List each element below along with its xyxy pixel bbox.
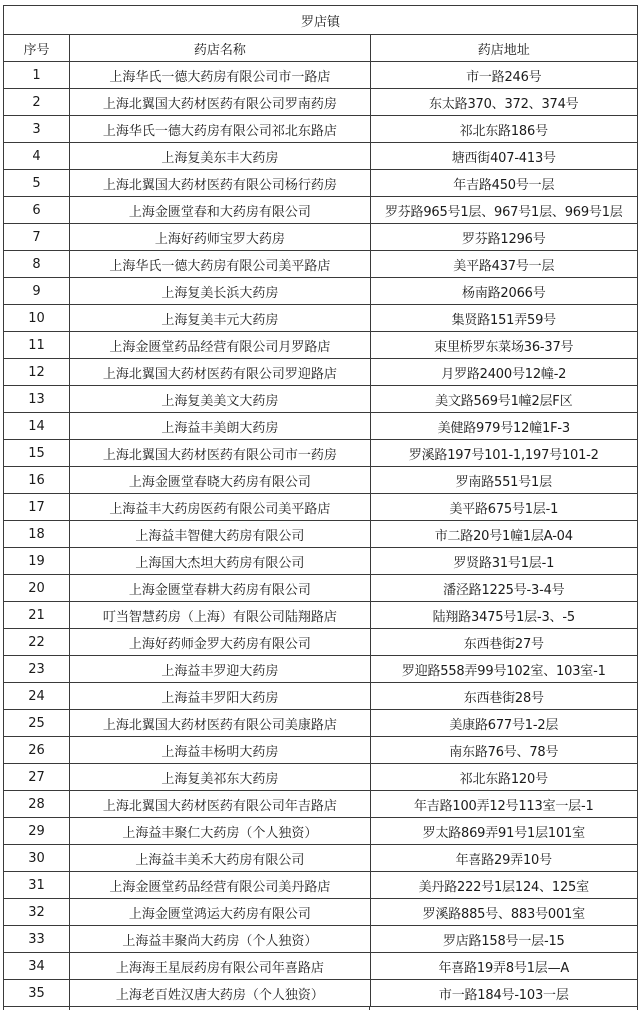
cell-no: 14	[4, 413, 70, 440]
header-row	[4, 35, 638, 62]
cell-address: 年吉路450号一层	[370, 170, 637, 197]
cell-name: 上海益丰大药房医药有限公司美平路店	[70, 494, 370, 521]
cell-name: 上海北翼国大药材医药有限公司罗南药房	[70, 89, 370, 116]
cell-no: 34	[4, 953, 70, 980]
table-row	[4, 89, 638, 116]
cell-address: 美康路677号1-2层	[370, 710, 637, 737]
cell-no: 30	[4, 845, 70, 872]
cell-name: 上海益丰杨明大药房	[70, 737, 370, 764]
cell-address: 祁北东路120号	[370, 764, 637, 791]
cell-no: 35	[4, 980, 70, 1007]
table-row	[4, 602, 638, 629]
cell-no: 6	[4, 197, 70, 224]
table-row	[4, 575, 638, 602]
table-row	[4, 467, 638, 494]
cell-address: 年吉路100弄12号113室一层-1	[370, 791, 637, 818]
table-row	[4, 359, 638, 386]
table-row	[4, 224, 638, 251]
cell-address: 市一路246号	[370, 62, 637, 89]
cell-no: 12	[4, 359, 70, 386]
cell-no: 16	[4, 467, 70, 494]
cell-no: 15	[4, 440, 70, 467]
cell-no: 20	[4, 575, 70, 602]
cell-no: 26	[4, 737, 70, 764]
cell-address: 祁北东路186号	[370, 116, 637, 143]
table-row	[4, 170, 638, 197]
cell-name: 上海金匮堂春耕大药房有限公司	[70, 575, 370, 602]
header-name: 药店名称	[70, 35, 370, 62]
cell-name: 上海金匮堂药品经营有限公司月罗路店	[70, 332, 370, 359]
table-row	[4, 953, 638, 980]
cell-address: 塘西街407-413号	[370, 143, 637, 170]
cell-address: 美健路979号12幢1F-3	[370, 413, 637, 440]
cell-name: 上海复美长浜大药房	[70, 278, 370, 305]
table-row	[4, 332, 638, 359]
cell-no: 31	[4, 872, 70, 899]
cell-address: 罗太路869弄91号1层101室	[370, 818, 637, 845]
cell-name: 上海国大杰坦大药房有限公司	[70, 548, 370, 575]
table-row	[4, 251, 638, 278]
table-row	[4, 494, 638, 521]
cell-address: 东西巷街28号	[370, 683, 637, 710]
cell-address: 罗芬路965号1层、967号1层、969号1层	[370, 197, 637, 224]
table-row	[4, 980, 638, 1007]
cell-no: 13	[4, 386, 70, 413]
table-row	[4, 521, 638, 548]
table-row	[4, 386, 638, 413]
cell-no: 25	[4, 710, 70, 737]
cell-no: 18	[4, 521, 70, 548]
cell-no: 19	[4, 548, 70, 575]
table-row	[4, 899, 638, 926]
cell-address: 集贤路151弄59号	[370, 305, 637, 332]
cell-address: 年喜路19弄8号1层—A	[370, 953, 637, 980]
cell-address: 月罗路2400号12幢-2	[370, 359, 637, 386]
cell-name: 上海复美丰元大药房	[70, 305, 370, 332]
cell-address: 东太路370、372、374号	[370, 89, 637, 116]
cell-name: 叮当智慧药房（上海）有限公司陆翔路店	[70, 602, 370, 629]
cell-name: 上海北翼国大药材医药有限公司罗迎路店	[70, 359, 370, 386]
cell-name: 上海益丰美禾大药房有限公司	[70, 845, 370, 872]
cell-name: 上海金匮堂药品经营有限公司美丹路店	[70, 872, 370, 899]
cell-name: 上海华氏一德大药房有限公司祁北东路店	[70, 116, 370, 143]
cell-name: 上海老百姓汉唐大药房（个人独资）	[70, 980, 370, 1007]
table-title: 罗店镇	[4, 6, 638, 35]
cell-no: 24	[4, 683, 70, 710]
cell-address: 美文路569号1幢2层F区	[370, 386, 637, 413]
cell-address: 市二路20号1幢1层A-04	[370, 521, 637, 548]
cell-name: 上海好药师金罗大药房有限公司	[70, 629, 370, 656]
table-row	[4, 197, 638, 224]
table-body	[4, 62, 638, 1007]
cell-name: 上海华氏一德大药房有限公司美平路店	[70, 251, 370, 278]
cell-address: 罗溪路885号、883号001室	[370, 899, 637, 926]
table-row	[4, 791, 638, 818]
cell-no: 17	[4, 494, 70, 521]
cell-address: 美平路437号一层	[370, 251, 637, 278]
cell-name: 上海好药师宝罗大药房	[70, 224, 370, 251]
cell-name: 上海金匮堂春和大药房有限公司	[70, 197, 370, 224]
cell-address: 东西巷街27号	[370, 629, 637, 656]
table-row	[4, 710, 638, 737]
table-row	[4, 548, 638, 575]
table-row	[4, 683, 638, 710]
cell-name: 上海北翼国大药材医药有限公司杨行药房	[70, 170, 370, 197]
table-row	[4, 440, 638, 467]
table-row	[4, 845, 638, 872]
cell-name: 上海复美美文大药房	[70, 386, 370, 413]
cell-no: 23	[4, 656, 70, 683]
cell-no: 29	[4, 818, 70, 845]
cell-address: 罗贤路31号1层-1	[370, 548, 637, 575]
cell-name: 上海益丰罗阳大药房	[70, 683, 370, 710]
pharmacy-table-sheet	[3, 5, 638, 1007]
table-row	[4, 413, 638, 440]
header-address: 药店地址	[370, 35, 637, 62]
cell-name: 上海复美东丰大药房	[70, 143, 370, 170]
cell-no: 2	[4, 89, 70, 116]
cell-name: 上海益丰聚仁大药房（个人独资）	[70, 818, 370, 845]
table-row	[4, 116, 638, 143]
cell-no: 5	[4, 170, 70, 197]
cell-address: 年喜路29弄10号	[370, 845, 637, 872]
cell-address: 美平路675号1层-1	[370, 494, 637, 521]
cell-no: 7	[4, 224, 70, 251]
cell-address: 罗溪路197号101-1,197号101-2	[370, 440, 637, 467]
cell-no: 33	[4, 926, 70, 953]
cell-name: 上海北翼国大药材医药有限公司美康路店	[70, 710, 370, 737]
cell-no: 22	[4, 629, 70, 656]
cell-no: 4	[4, 143, 70, 170]
cell-name: 上海北翼国大药材医药有限公司年吉路店	[70, 791, 370, 818]
cell-name: 上海益丰罗迎大药房	[70, 656, 370, 683]
table-row	[4, 305, 638, 332]
cell-no: 3	[4, 116, 70, 143]
cell-no: 21	[4, 602, 70, 629]
table-row	[4, 278, 638, 305]
table-row	[4, 737, 638, 764]
header-no: 序号	[4, 35, 70, 62]
table-row	[4, 926, 638, 953]
cell-name: 上海益丰聚尚大药房（个人独资）	[70, 926, 370, 953]
table-row	[4, 764, 638, 791]
cell-address: 美丹路222号1层124、125室	[370, 872, 637, 899]
table-row	[4, 62, 638, 89]
cell-name: 上海华氏一德大药房有限公司市一路店	[70, 62, 370, 89]
cell-name: 上海益丰美朗大药房	[70, 413, 370, 440]
cell-no: 8	[4, 251, 70, 278]
cell-no: 27	[4, 764, 70, 791]
table-row	[4, 629, 638, 656]
cell-address: 南东路76号、78号	[370, 737, 637, 764]
cell-name: 上海北翼国大药材医药有限公司市一药房	[70, 440, 370, 467]
cell-no: 9	[4, 278, 70, 305]
pharmacy-table	[3, 5, 638, 1007]
cell-address: 罗迎路558弄99号102室、103室-1	[370, 656, 637, 683]
cell-name: 上海金匮堂鸿运大药房有限公司	[70, 899, 370, 926]
cell-address: 罗南路551号1层	[370, 467, 637, 494]
cell-address: 陆翔路3475号1层-3、-5	[370, 602, 637, 629]
cell-address: 罗店路158号一层-15	[370, 926, 637, 953]
cell-address: 束里桥罗东菜场36-37号	[370, 332, 637, 359]
cell-no: 1	[4, 62, 70, 89]
table-row	[4, 656, 638, 683]
cell-name: 上海复美祁东大药房	[70, 764, 370, 791]
cell-no: 28	[4, 791, 70, 818]
cell-name: 上海益丰智健大药房有限公司	[70, 521, 370, 548]
table-row	[4, 143, 638, 170]
cell-address: 杨南路2066号	[370, 278, 637, 305]
table-row	[4, 872, 638, 899]
cell-address: 市一路184号-103一层	[370, 980, 637, 1007]
cell-address: 罗芬路1296号	[370, 224, 637, 251]
cell-name: 上海海王星辰药房有限公司年喜路店	[70, 953, 370, 980]
cell-no: 32	[4, 899, 70, 926]
cell-no: 10	[4, 305, 70, 332]
cell-name: 上海金匮堂春晓大药房有限公司	[70, 467, 370, 494]
cell-no: 11	[4, 332, 70, 359]
table-row	[4, 818, 638, 845]
cell-address: 潘泾路1225号-3-4号	[370, 575, 637, 602]
